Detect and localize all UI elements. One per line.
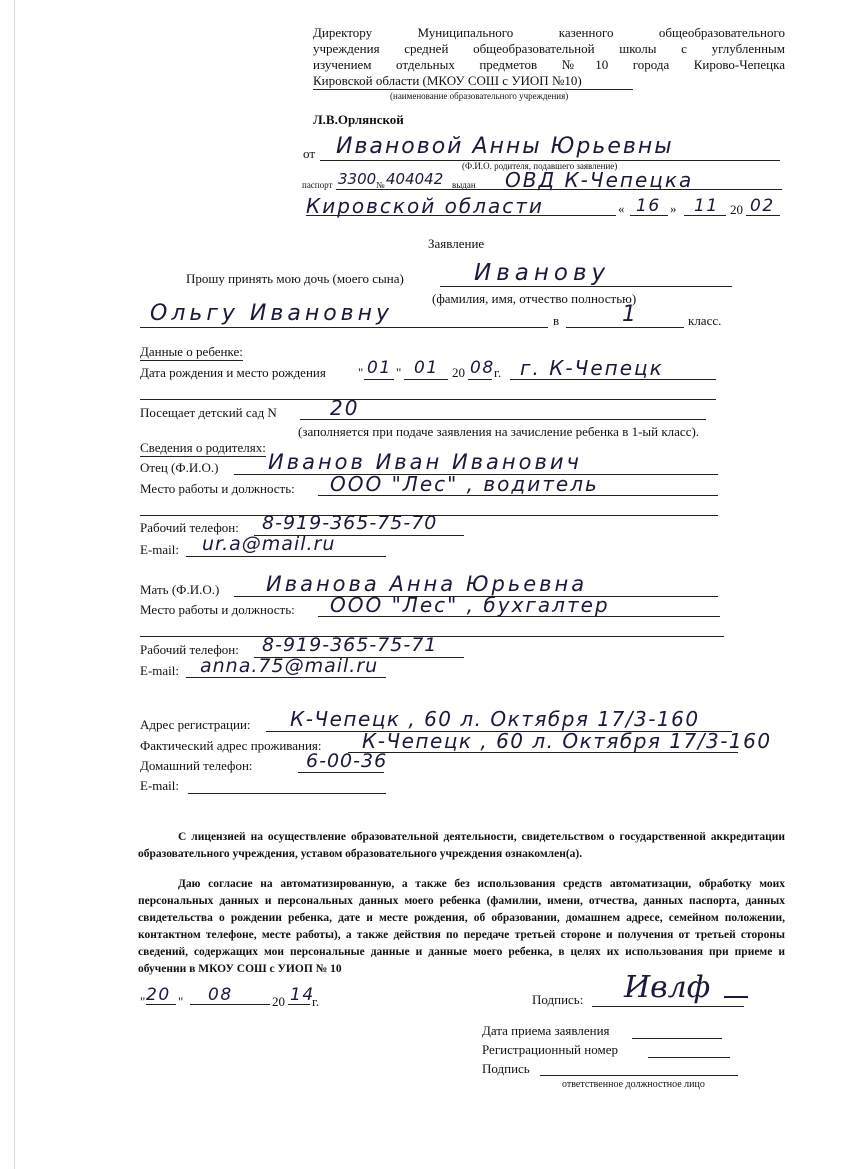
child-surname-underline	[440, 286, 732, 287]
addressee-line-1: Директору Муниципального казенного общеобразовательного	[313, 25, 785, 40]
footer-sign-label: Подпись	[482, 1061, 530, 1076]
mother-label: Мать (Ф.И.О.)	[140, 582, 220, 597]
issued-month-underline	[684, 215, 726, 216]
mother-work-label: Место работы и должность:	[140, 602, 295, 617]
birth-extra-line	[140, 399, 716, 400]
kindergarten-underline	[300, 419, 706, 420]
birth-year-suffix: 08	[470, 358, 495, 378]
birth-month-underline	[404, 379, 448, 380]
child-surname: Иванову	[474, 260, 611, 286]
issued-date-open-quote: «	[618, 201, 625, 216]
class-label: класс.	[688, 313, 722, 328]
father-email: ur.a@mail.ru	[202, 533, 336, 555]
issued-value-2: Кировской области	[306, 194, 544, 218]
mother-phone: 8-919-365-75-71	[262, 634, 438, 656]
footer-sign-underline	[540, 1075, 738, 1076]
addressee-line-4: Кировской области (МКОУ СОШ с УИОП №10)	[313, 73, 582, 88]
issued-date-close-quote: »	[670, 201, 677, 216]
grade-value: 1	[622, 302, 638, 327]
reg-number-underline	[648, 1057, 730, 1058]
signature-underline	[592, 1006, 744, 1007]
sign-date-quote-open: "	[140, 994, 146, 1009]
grade-underline	[566, 327, 684, 328]
signature-label: Подпись:	[532, 992, 584, 1007]
father-email-underline	[186, 556, 386, 557]
sign-date-year-suffix: 14	[290, 985, 315, 1005]
issued-label: выдан	[452, 180, 476, 190]
home-phone-label: Домашний телефон:	[140, 758, 253, 773]
signature-dash	[724, 996, 748, 998]
birth-day: 01	[367, 358, 392, 378]
issued-date-day: 16	[636, 196, 661, 216]
request-caption: (фамилия, имя, отчество полностью)	[432, 291, 637, 306]
mother-email-underline	[186, 677, 386, 678]
passport-no-label: №	[376, 180, 385, 190]
reg-address-value: К-Чепецк , 60 л. Октября 17/3-160	[290, 707, 700, 731]
father-work: ООО "Лес" , водитель	[330, 472, 599, 496]
father-work-underline	[318, 495, 718, 496]
child-name-underline	[140, 327, 548, 328]
father-value: Иванов Иван Иванович	[268, 450, 582, 474]
birth-year-underline	[468, 379, 492, 380]
issued-underline	[306, 215, 616, 216]
mother-email: anna.75@mail.ru	[200, 655, 379, 677]
passport-number: 404042	[386, 170, 444, 188]
kindergarten-note: (заполняется при подаче заявления на зачисление ребенка в 1-ый класс).	[298, 424, 700, 439]
reg-address-label: Адрес регистрации:	[140, 717, 251, 732]
accept-date-label: Дата приема заявления	[482, 1023, 610, 1038]
sign-day-underline	[146, 1004, 176, 1005]
father-work-label: Место работы и должность:	[140, 481, 295, 496]
from-value: Ивановой Анны Юрьевны	[336, 134, 674, 159]
mother-value: Иванова Анна Юрьевна	[266, 572, 588, 596]
mother-email-label: E-mail:	[140, 663, 179, 678]
birth-place: г. К-Чепецк	[520, 356, 664, 380]
mother-work-underline	[318, 616, 720, 617]
birth-month: 01	[414, 358, 439, 378]
parents-section-label: Сведения о родителях:	[140, 440, 266, 455]
home-email-underline	[188, 793, 386, 794]
sign-date-quote-close: "	[178, 994, 184, 1009]
actual-address-value: К-Чепецк , 60 л. Октября 17/3-160	[362, 729, 772, 753]
from-label: от	[303, 146, 316, 161]
birth-day-underline	[364, 379, 394, 380]
director-name: Л.В.Орлянской	[313, 112, 404, 127]
issued-year-underline	[746, 215, 780, 216]
mother-work: ООО "Лес" , бухгалтер	[330, 593, 610, 617]
request-label: Прошу принять мою дочь (моего сына)	[186, 271, 404, 286]
birth-quote-close: "	[396, 365, 402, 380]
passport-series: 3300	[338, 170, 377, 188]
addressee-underline	[313, 89, 633, 90]
sign-date-day: 20	[146, 985, 171, 1005]
home-phone-underline	[298, 772, 384, 773]
issued-date-month: 11	[694, 196, 719, 216]
kindergarten-label: Посещает детский сад N	[140, 405, 277, 420]
mother-phone-label: Рабочий телефон:	[140, 642, 239, 657]
kindergarten-value: 20	[330, 396, 360, 420]
father-phone-label: Рабочий телефон:	[140, 520, 239, 535]
sign-date-month: 08	[208, 985, 233, 1005]
birth-quote-open: "	[358, 365, 364, 380]
birth-year-prefix: 20	[452, 365, 465, 380]
personal-data-consent-text: Даю согласие на автоматизированную, а также без использования средств автоматизации, обработку моих персональных данных и персональных данных моего ребенка (фамилии, имени, отчества, данных паспорта, данных свидетельства о рождении ребенка, дате и месте рождения, об образовании, домашнем адресе, семейном положении, контактном телефоне, месте работы), а также действия по передаче третьей стороне и получения от третьей стороны сведений, содержащих мои персональные данные и данные моего ребенка, в целях их использования при приеме и обучении в МКОУ СОШ с УИОП № 10	[138, 878, 785, 975]
actual-address-label: Фактический адрес проживания:	[140, 738, 322, 753]
sign-year-underline	[288, 1004, 310, 1005]
home-phone-value: 6-00-36	[306, 750, 388, 772]
child-name: Ольгу Ивановну	[150, 301, 394, 326]
in-label: в	[553, 313, 560, 328]
father-email-label: E-mail:	[140, 542, 179, 557]
child-section-label: Данные о ребенке:	[140, 344, 243, 359]
father-phone: 8-919-365-75-70	[262, 512, 438, 534]
scan-edge	[14, 0, 15, 1169]
addressee-line-3: изучением отдельных предметов №10 города Кирово-Чепецка	[313, 57, 785, 72]
actual-address-underline	[348, 752, 738, 753]
responsible-caption: ответственное должностное лицо	[562, 1079, 705, 1090]
issued-date-year-suffix: 02	[750, 196, 775, 216]
sign-month-underline	[190, 1004, 270, 1005]
sign-date-g: г.	[312, 994, 320, 1009]
father-label: Отец (Ф.И.О.)	[140, 460, 219, 475]
sign-date-year-prefix: 20	[272, 994, 285, 1009]
home-email-label: E-mail:	[140, 778, 179, 793]
license-consent-text: С лицензией на осуществление образовательной деятельности, свидетельством о государственной аккредитации образовательного учреждения, уставом образовательного учреждения ознакомлен(а).	[138, 831, 785, 860]
signature-mark: Ивлф	[624, 970, 711, 1005]
reg-number-label: Регистрационный номер	[482, 1042, 618, 1057]
passport-underline	[336, 189, 782, 190]
from-caption: (Ф.И.О. родителя, подавшего заявление)	[462, 161, 618, 171]
passport-label: паспорт	[302, 180, 333, 190]
birth-g: г.	[494, 365, 502, 380]
issued-day-underline	[630, 215, 668, 216]
birth-label: Дата рождения и место рождения	[140, 365, 326, 380]
addressee-caption: (наименование образовательного учреждения)	[390, 91, 569, 101]
accept-date-underline	[632, 1038, 722, 1039]
addressee-line-2: учреждения средней общеобразовательной школы с углубленным	[313, 41, 785, 56]
document-title: Заявление	[428, 236, 485, 251]
birth-place-underline	[510, 379, 716, 380]
issued-value: ОВД К-Чепецка	[505, 168, 694, 192]
issued-date-year-prefix: 20	[730, 202, 743, 217]
